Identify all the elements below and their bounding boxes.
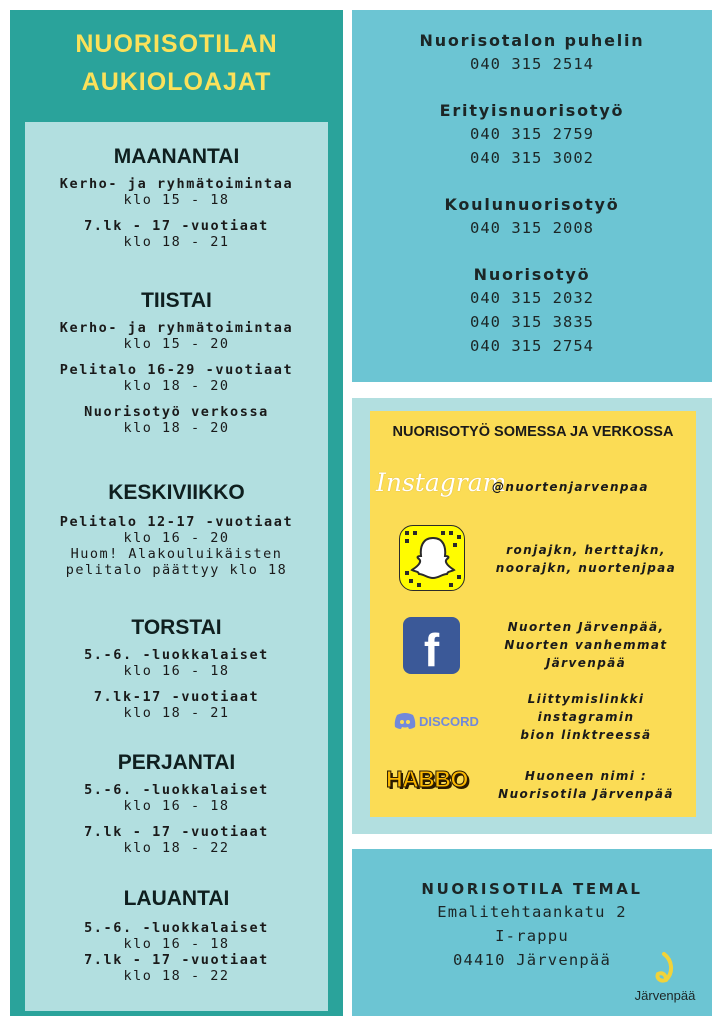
day-name: PERJANTAI <box>117 751 236 774</box>
activity: 5.-6. -luokkalaiset <box>84 920 269 936</box>
social-media-title: NUORISOTYÖ SOMESSA JA VERKOSSA <box>392 424 674 440</box>
time: klo 18 - 22 <box>123 840 230 856</box>
special-youth-work-label: Erityisnuorisotyö <box>439 101 625 120</box>
time: klo 18 - 20 <box>123 378 230 394</box>
day-thursday <box>25 615 328 721</box>
main-phone-label: Nuorisotalon puhelin <box>419 31 645 50</box>
time: klo 16 - 18 <box>123 798 230 814</box>
phone-number: 040 315 2759 <box>470 125 594 143</box>
time: klo 16 - 18 <box>123 936 230 952</box>
habbo-logo: HABBO <box>386 766 468 792</box>
activity: Nuorisotyö verkossa <box>84 404 269 420</box>
discord-logo: DISCORD <box>394 708 479 734</box>
discord-icon <box>394 712 416 730</box>
time: klo 18 - 22 <box>123 968 230 984</box>
time: klo 18 - 21 <box>123 705 230 721</box>
activity: 7.lk - 17 -vuotiaat <box>84 218 269 234</box>
address-street: Emalitehtaankatu 2 <box>437 903 627 921</box>
activity: Kerho- ja ryhmätoimintaa <box>59 176 294 192</box>
day-name: LAUANTAI <box>123 887 230 910</box>
facebook-text: Nuorten Järvenpää, Nuorten vanhemmat Järvenpää <box>504 620 668 670</box>
phone-numbers-panel <box>352 10 712 382</box>
activity: 5.-6. -luokkalaiset <box>84 782 269 798</box>
phone-number: 040 315 2754 <box>470 337 594 355</box>
activity: 7.lk-17 -vuotiaat <box>93 689 260 705</box>
day-friday <box>25 750 328 856</box>
instagram-logo: Instagram <box>376 468 507 497</box>
facebook-icon: f <box>403 617 460 674</box>
address-city: 04410 Järvenpää <box>453 951 611 969</box>
time: klo 16 - 20 <box>123 530 230 546</box>
time: klo 18 - 21 <box>123 234 230 250</box>
opening-hours-title: NUORISOTILAN AUKIOLOAJAT <box>75 30 278 96</box>
phone-number: 040 315 3002 <box>470 149 594 167</box>
day-saturday <box>25 886 328 984</box>
address-title: NUORISOTILA TEMAL <box>421 880 643 898</box>
activity: 7.lk - 17 -vuotiaat <box>84 952 269 968</box>
day-wednesday <box>25 480 328 578</box>
note: Huom! Alakouluikäisten <box>70 546 283 562</box>
snapchat-text: ronjajkn, herttajkn, noorajkn, nuortenjpaa <box>495 543 677 575</box>
jarvenpaa-leaf-icon <box>650 952 680 988</box>
activity: Pelitalo 12-17 -vuotiaat <box>59 514 294 530</box>
discord-text: Liittymislinkki instagramin bion linktreessä <box>520 692 652 742</box>
phone-number: 040 315 2008 <box>470 219 594 237</box>
time: klo 18 - 20 <box>123 420 230 436</box>
time: klo 15 - 18 <box>123 192 230 208</box>
habbo-text: Huoneen nimi : Nuorisotila Järvenpää <box>498 769 674 801</box>
school-youth-work-label: Koulunuorisotyö <box>444 195 620 214</box>
snapchat-icon <box>399 525 465 591</box>
phone-number: 040 315 3835 <box>470 313 594 331</box>
time: klo 15 - 20 <box>123 336 230 352</box>
day-name: MAANANTAI <box>113 145 240 168</box>
time: klo 16 - 18 <box>123 663 230 679</box>
jarvenpaa-logo: Järvenpää <box>620 952 710 1003</box>
activity: Pelitalo 16-29 -vuotiaat <box>59 362 294 378</box>
activity: 5.-6. -luokkalaiset <box>84 647 269 663</box>
youth-work-label: Nuorisotyö <box>473 265 591 284</box>
day-name: TIISTAI <box>141 289 212 312</box>
instagram-handle: @nuortenjarvenpaa <box>492 480 649 494</box>
day-monday <box>25 144 328 250</box>
schedule-card <box>25 122 328 1011</box>
activity: 7.lk - 17 -vuotiaat <box>84 824 269 840</box>
day-tuesday <box>25 288 328 436</box>
day-name: KESKIVIIKKO <box>108 481 245 504</box>
day-name: TORSTAI <box>131 616 222 639</box>
note: pelitalo päättyy klo 18 <box>65 562 288 578</box>
main-phone-number: 040 315 2514 <box>470 55 594 73</box>
address-entrance: I-rappu <box>495 927 569 945</box>
phone-number: 040 315 2032 <box>470 289 594 307</box>
activity: Kerho- ja ryhmätoimintaa <box>59 320 294 336</box>
